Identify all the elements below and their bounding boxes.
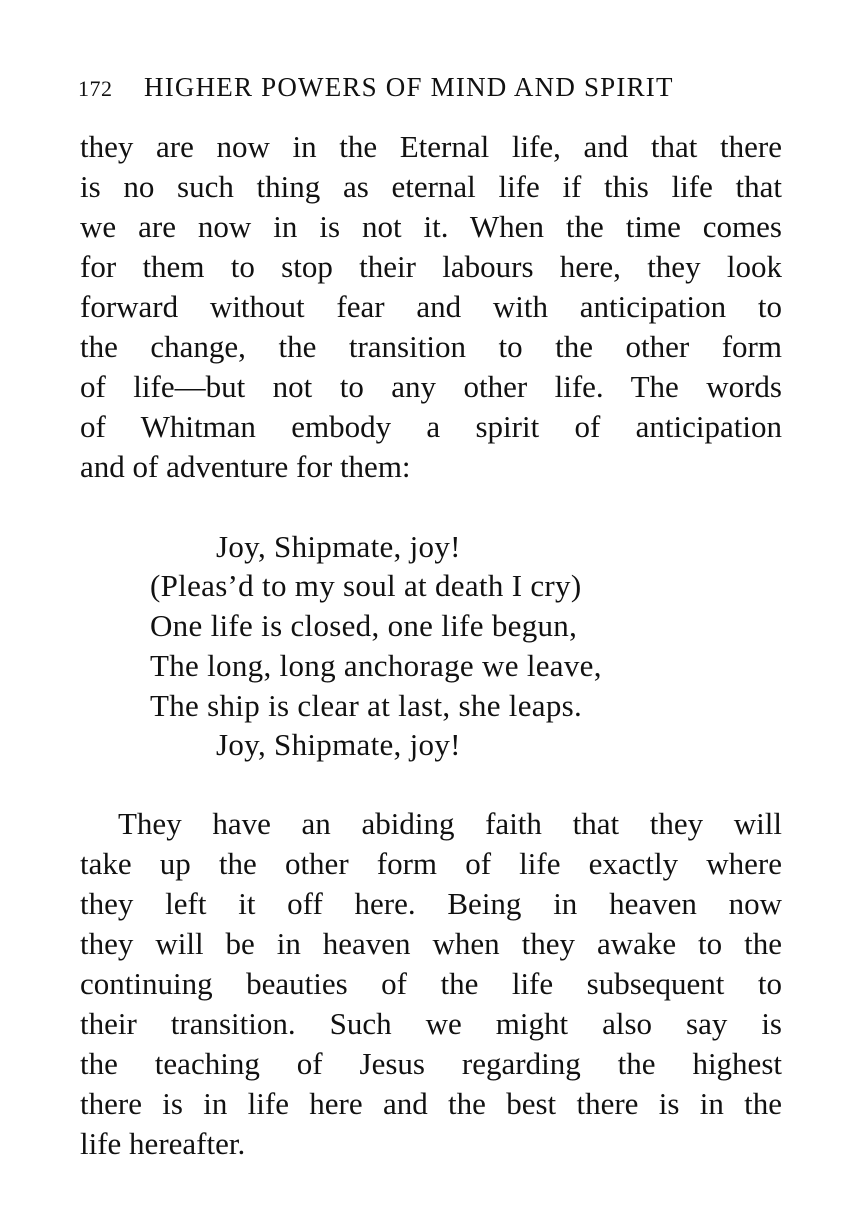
paragraph-line: life hereafter.	[80, 1126, 246, 1161]
paragraph-line: take up the other form of life exactly where	[80, 846, 782, 881]
paragraph-line: continuing beauties of the life subsequent to	[80, 966, 782, 1001]
poem-line: The long, long anchorage we leave,	[150, 648, 602, 683]
running-title: HIGHER POWERS OF MIND AND SPIRIT	[144, 72, 674, 102]
paragraph-line: of Whitman embody a spirit of anticipation	[80, 409, 782, 444]
poem-line: Joy, Shipmate, joy!	[216, 727, 461, 762]
page-header	[78, 72, 784, 108]
paragraph-line: there is in life here and the best there is in the	[80, 1086, 782, 1121]
paragraph-line: the change, the transition to the other form	[80, 329, 782, 364]
paragraph-line: and of adventure for them:	[80, 449, 411, 484]
paragraph-line: we are now in is not it. When the time comes	[80, 209, 782, 244]
paragraph-line: their transition. Such we might also say is	[80, 1006, 782, 1041]
paragraph-line: they will be in heaven when they awake to the	[80, 926, 782, 961]
paragraph-line: the teaching of Jesus regarding the highest	[80, 1046, 782, 1081]
page-number: 172	[78, 76, 113, 101]
paragraph-line: they left it off here. Being in heaven now	[80, 886, 782, 921]
poem-line: The ship is clear at last, she leaps.	[150, 688, 583, 723]
paragraph-line: They have an abiding faith that they will	[118, 806, 782, 841]
paragraph-line: of life—but not to any other life. The words	[80, 369, 782, 404]
poem-line: (Pleas’d to my soul at death I cry)	[150, 568, 582, 603]
paragraph-line: they are now in the Eternal life, and that there	[80, 129, 782, 164]
poem-line: Joy, Shipmate, joy!	[216, 529, 461, 564]
paragraph-line: is no such thing as eternal life if this life that	[80, 169, 782, 204]
poem-line: One life is closed, one life begun,	[150, 608, 578, 643]
paragraph-line: for them to stop their labours here, they look	[80, 249, 782, 284]
paragraph-line: forward without fear and with anticipation to	[80, 289, 782, 324]
